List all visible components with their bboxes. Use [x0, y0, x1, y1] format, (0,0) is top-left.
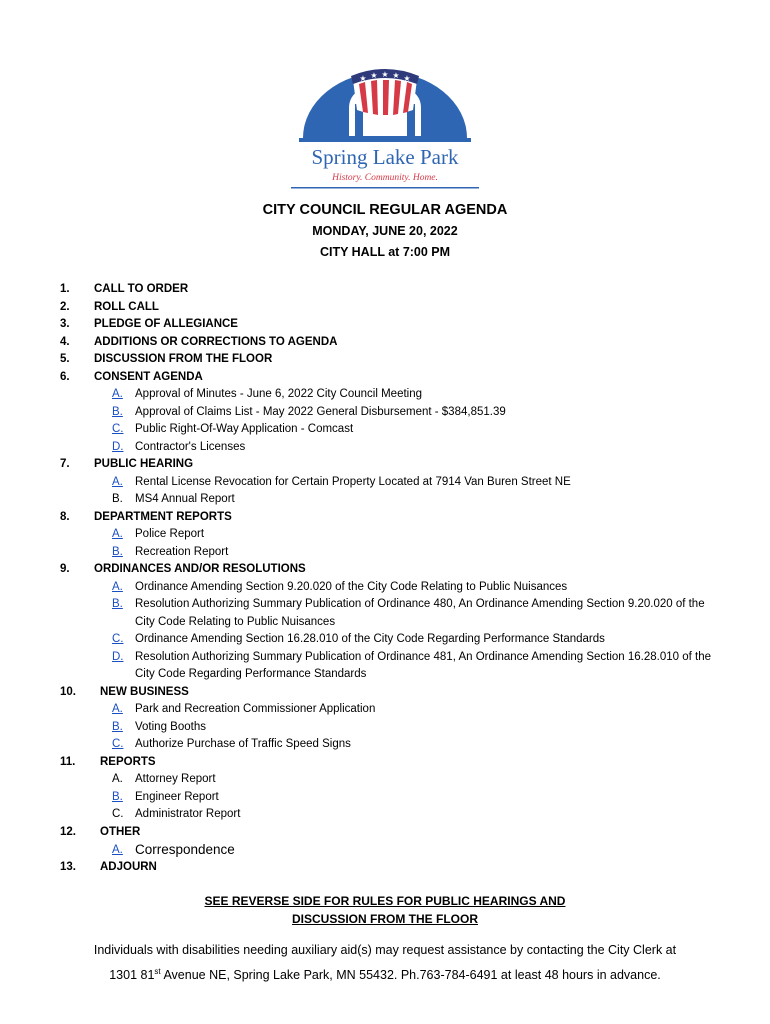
agenda-item-title: ADDITIONS OR CORRECTIONS TO AGENDA — [94, 335, 338, 348]
agenda-subitem — [60, 491, 720, 509]
subitem-text: Ordinance Amending Section 9.20.020 of the City Code Relating to Public Nuisances — [135, 580, 568, 593]
agenda-item — [60, 561, 720, 579]
svg-text:★: ★ — [359, 74, 367, 83]
agenda-item — [60, 316, 720, 334]
subitem-text: Authorize Purchase of Traffic Speed Signs — [135, 738, 351, 750]
subitem-link[interactable]: A. — [112, 580, 123, 593]
subitem-link[interactable]: A. — [112, 703, 123, 715]
agenda-item — [60, 351, 720, 369]
agenda-subitem — [60, 719, 720, 737]
subitem-link[interactable]: B. — [112, 790, 123, 803]
agenda-item-number: 9. — [60, 563, 70, 575]
ordinal-suffix: st — [154, 967, 161, 976]
agenda-subitem — [60, 404, 720, 422]
agenda-subitem — [60, 596, 720, 631]
subitem-text: Administrator Report — [135, 808, 241, 820]
agenda-title: CITY COUNCIL REGULAR AGENDA — [262, 202, 508, 218]
logo-tagline: History. Community. Home. — [332, 173, 438, 183]
agenda-subitem — [60, 421, 720, 439]
subitem-link[interactable]: B. — [112, 545, 123, 558]
agenda-item-number: 6. — [60, 370, 70, 383]
agenda-item — [60, 824, 720, 842]
subitem-text: Contractor's Licenses — [135, 440, 246, 453]
agenda-item — [60, 369, 720, 387]
subitem-link[interactable]: B. — [112, 405, 123, 418]
agenda-subitem — [60, 526, 720, 544]
agenda-subitem — [60, 841, 720, 859]
subitem-text: Approval of Minutes - June 6, 2022 City Council Meeting — [135, 388, 423, 400]
subitem-text: Recreation Report — [135, 545, 229, 558]
reverse-side-notice-line2: DISCUSSION FROM THE FLOOR — [292, 912, 478, 926]
subitem-text: Resolution Authorizing Summary Publication of Ordinance 481, An Ordinance Amending Section 16.28.010 of the City Code Regarding Performance Standards — [135, 650, 711, 680]
subitem-link[interactable]: C. — [112, 738, 124, 750]
meeting-date: MONDAY, JUNE 20, 2022 — [312, 224, 458, 238]
svg-text:★: ★ — [370, 71, 378, 80]
subitem-text: Park and Recreation Commissioner Application — [135, 703, 376, 715]
agenda-item-title: ROLL CALL — [94, 300, 159, 313]
subitem-text: MS4 Annual Report — [135, 493, 235, 505]
agenda-subitem — [60, 789, 720, 807]
agenda-item-number: 2. — [60, 300, 70, 313]
reverse-side-notice: SEE REVERSE SIDE FOR RULES FOR PUBLIC HEARINGS AND — [204, 894, 566, 908]
agenda-subitem — [60, 474, 720, 492]
agenda-item-title: ORDINANCES AND/OR RESOLUTIONS — [94, 563, 306, 575]
agenda-subitem — [60, 631, 720, 649]
subitem-letter: C. — [112, 808, 124, 820]
agenda-item-title: CONSENT AGENDA — [94, 370, 203, 383]
subitem-link[interactable]: B. — [112, 720, 123, 733]
agenda-item — [60, 281, 720, 299]
agenda-item-title: REPORTS — [100, 755, 156, 768]
agenda-item — [60, 456, 720, 474]
subitem-link[interactable]: A. — [112, 388, 123, 400]
subitem-link[interactable]: D. — [112, 440, 124, 453]
agenda-item — [60, 334, 720, 352]
agenda-subitem — [60, 544, 720, 562]
agenda-item — [60, 754, 720, 772]
accessibility-line2-pre: 1301 81 — [109, 968, 155, 983]
agenda-item — [60, 859, 720, 877]
subitem-text: Public Right-Of-Way Application - Comcast — [135, 423, 354, 435]
subitem-link[interactable]: A. — [112, 528, 123, 540]
agenda-item-number: 5. — [60, 353, 70, 365]
agenda-subitem — [60, 649, 720, 684]
subitem-text: Rental License Revocation for Certain Property Located at 7914 Van Buren Street NE — [135, 475, 571, 488]
agenda-item-title: PUBLIC HEARING — [94, 458, 194, 470]
agenda-subitem — [60, 771, 720, 789]
spring-lake-park-logo — [285, 66, 485, 192]
subitem-text: Correspondence — [135, 842, 235, 857]
subitem-link[interactable]: B. — [112, 598, 123, 610]
agenda-item-title: CALL TO ORDER — [94, 283, 189, 295]
subitem-text: Voting Booths — [135, 720, 206, 733]
agenda-item-number: 13. — [60, 861, 76, 873]
agenda-item-title: DEPARTMENT REPORTS — [94, 510, 232, 523]
logo-wordmark: Spring Lake Park — [311, 145, 459, 169]
agenda-item-title: DISCUSSION FROM THE FLOOR — [94, 353, 273, 365]
subitem-letter: B. — [112, 493, 123, 505]
agenda-item — [60, 299, 720, 317]
agenda-item-number: 7. — [60, 458, 70, 470]
subitem-text: Resolution Authorizing Summary Publication of Ordinance 480, An Ordinance Amending Section 9.20.020 of the City Code Relating to Public Nuisances — [135, 598, 705, 628]
accessibility-notice — [40, 940, 730, 986]
agenda-list — [60, 281, 720, 877]
agenda-item — [60, 684, 720, 702]
subitem-link[interactable]: C. — [112, 423, 124, 435]
agenda-item-number: 4. — [60, 335, 70, 348]
agenda-subitem — [60, 701, 720, 719]
subitem-link[interactable]: A. — [112, 475, 123, 488]
agenda-item-number: 1. — [60, 283, 70, 295]
agenda-item-title: PLEDGE OF ALLEGIANCE — [94, 318, 238, 330]
agenda-item-number: 3. — [60, 318, 70, 330]
meeting-location: CITY HALL at 7:00 PM — [319, 245, 451, 259]
subitem-link[interactable]: A. — [112, 844, 123, 856]
subitem-text: Approval of Claims List - May 2022 General Disbursement - $384,851.39 — [135, 405, 506, 418]
accessibility-line2-post: Avenue NE, Spring Lake Park, MN 55432. Ph.763-784-6491 at least 48 hours in advance. — [160, 968, 661, 983]
agenda-subitem — [60, 386, 720, 404]
agenda-item-number: 11. — [60, 755, 76, 768]
agenda-item-number: 10. — [60, 685, 76, 698]
agenda-item-number: 8. — [60, 510, 70, 523]
agenda-subitem — [60, 806, 720, 824]
agenda-subitem — [60, 579, 720, 597]
subitem-text: Engineer Report — [135, 790, 219, 803]
subitem-letter: A. — [112, 773, 123, 785]
svg-text:★: ★ — [403, 74, 411, 83]
subitem-link[interactable]: C. — [112, 633, 124, 645]
svg-text:★: ★ — [392, 71, 400, 80]
agenda-item-title: NEW BUSINESS — [100, 685, 189, 698]
agenda-item-number: 12. — [60, 825, 76, 838]
subitem-text: Ordinance Amending Section 16.28.010 of the City Code Regarding Performance Standards — [135, 633, 605, 645]
agenda-subitem — [60, 736, 720, 754]
agenda-item — [60, 509, 720, 527]
agenda-subitem — [60, 439, 720, 457]
agenda-item-title: OTHER — [100, 825, 141, 838]
accessibility-line1: Individuals with disabilities needing auxiliary aid(s) may request assistance by contacting the City Clerk at — [93, 943, 677, 957]
subitem-link[interactable]: D. — [112, 650, 124, 663]
subitem-text: Attorney Report — [135, 773, 216, 785]
svg-text:★: ★ — [381, 70, 389, 79]
subitem-text: Police Report — [135, 528, 205, 540]
agenda-item-title: ADJOURN — [100, 861, 157, 873]
